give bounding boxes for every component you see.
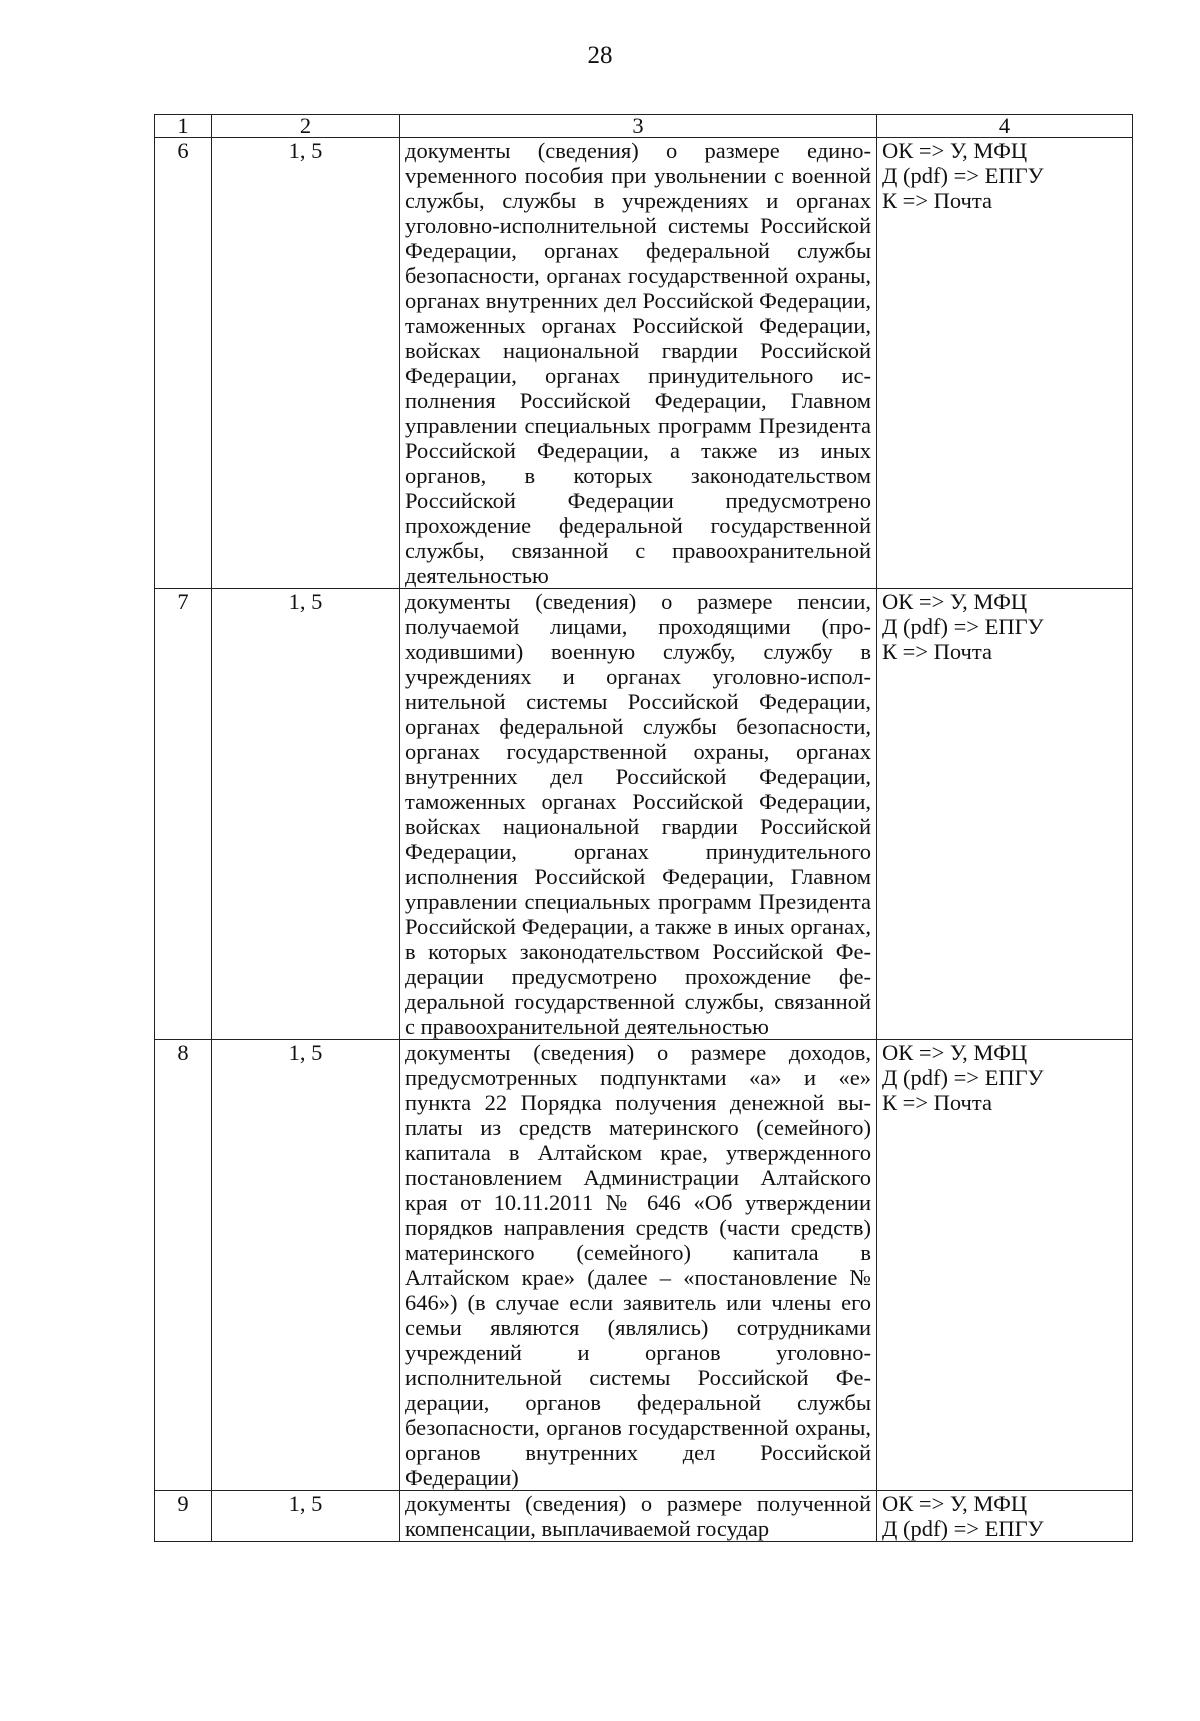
row-coefficient: 1, 5 — [212, 1491, 400, 1542]
column-header: 1 — [155, 115, 212, 138]
row-channels — [877, 138, 1133, 589]
column-header: 3 — [400, 115, 877, 138]
row-channels — [877, 589, 1133, 1040]
channel-line: Д (pdf) => ЕПГУ — [882, 1516, 1044, 1541]
table-row — [155, 1491, 1133, 1542]
row-number: 8 — [155, 1040, 212, 1491]
documents-table — [154, 114, 1133, 1542]
channel-line: ОК => У, МФЦ — [882, 589, 1028, 614]
row-description: документы (сведения) о размере доходов, предусмотренных подпунктами «а» и «е» пункта 22 Порядка получения денежной выплаты из средств материнского (семейного) капитала в Алтайском крае, утвержденного постановлением Администрации Алтайского края от 10.11.2011 № 646 «Об утверждении порядков направления средств (части средств) материнского (семейного) капитала в Алтайском крае» (далее – «постановление № 646») (в случае если заявитель или члены его семьи являются (являлись) сотрудниками учреждений и органов уголовно-исполнительной системы Российской Федерации, органов федеральной службы безопасности, органов государственной охраны, органов внутренних дел Российской Федерации) — [400, 1040, 877, 1491]
row-channels — [877, 1491, 1133, 1542]
row-number: 9 — [155, 1491, 212, 1542]
channel-line: Д (pdf) => ЕПГУ — [882, 1065, 1044, 1090]
row-number: 7 — [155, 589, 212, 1040]
row-channels — [877, 1040, 1133, 1491]
channel-line: ОК => У, МФЦ — [882, 138, 1028, 163]
row-coefficient: 1, 5 — [212, 1040, 400, 1491]
row-number: 6 — [155, 138, 212, 589]
column-header: 4 — [877, 115, 1133, 138]
channel-line: Д (pdf) => ЕПГУ — [882, 163, 1044, 188]
row-description: документы (сведения) о размере единоvременного пособия при увольнении с военной службы, службы в учреждениях и органах уголовно-исполнительной системы Российской Федерации, органах федеральной службы безопасности, органах государственной охраны, органах внутренних дел Российской Федерации, таможенных органах Российской Федерации, войсках национальной гвардии Российской Федерации, органах принудительного исполнения Российской Федерации, Главном управлении специальных программ Президента Российской Федерации, а также из иных органов, в которых законодательством Российской Федерации предусмотрено прохождение федеральной государственной службы, связанной с правоохранительной деятельностью — [400, 138, 877, 589]
page-number: 28 — [587, 42, 613, 69]
channel-line: К => Почта — [882, 1090, 992, 1115]
row-description: документы (сведения) о размере полученной компенсации, выплачиваемой государ — [400, 1491, 877, 1542]
row-coefficient: 1, 5 — [212, 138, 400, 589]
channel-line: ОК => У, МФЦ — [882, 1040, 1028, 1065]
row-description: документы (сведения) о размере пенсии, получаемой лицами, проходящими (проходившими) военную службу, службу в учреждениях и органах уголовно-исполнительной системы Российской Федерации, органах федеральной службы безопасности, органах государственной охраны, органах внутренних дел Российской Федерации, таможенных органах Российской Федерации, войсках национальной гвардии Российской Федерации, органах принудительного исполнения Российской Федерации, Главном управлении специальных программ Президента Российской Федерации, а также в иных органах, в которых законодательством Российской Федерации предусмотрено прохождение федеральной государственной службы, связанной с правоохранительной деятельностью — [400, 589, 877, 1040]
channel-line: К => Почта — [882, 188, 992, 213]
channel-line: ОК => У, МФЦ — [882, 1491, 1028, 1516]
row-coefficient: 1, 5 — [212, 589, 400, 1040]
table-header-row — [155, 115, 1133, 138]
table-row — [155, 1040, 1133, 1491]
channel-line: Д (pdf) => ЕПГУ — [882, 614, 1044, 639]
column-header: 2 — [212, 115, 400, 138]
table-row — [155, 589, 1133, 1040]
table-row — [155, 138, 1133, 589]
channel-line: К => Почта — [882, 639, 992, 664]
